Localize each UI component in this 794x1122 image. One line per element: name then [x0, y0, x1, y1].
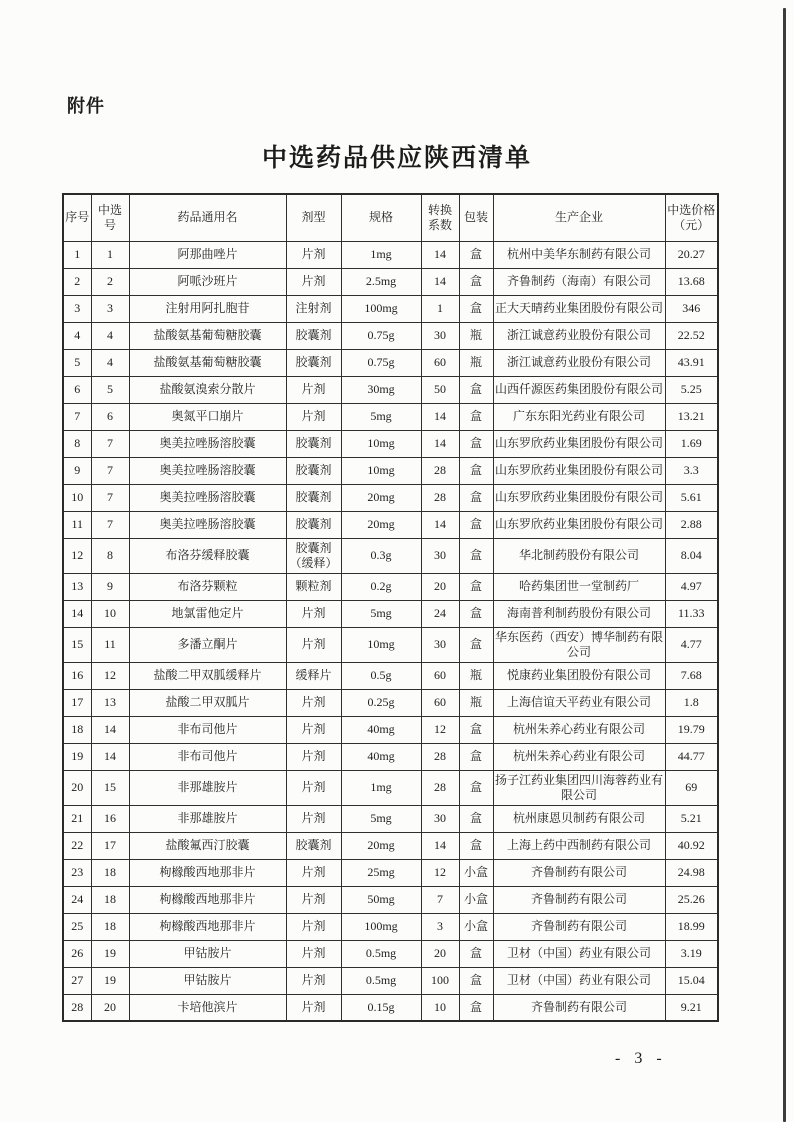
table-cell: 3.3: [665, 457, 718, 484]
table-cell: 17: [63, 689, 91, 716]
table-cell: 片剂: [286, 376, 341, 403]
table-cell: 40mg: [341, 716, 421, 743]
table-cell: 盒: [459, 743, 493, 770]
table-cell: 盒: [459, 627, 493, 662]
table-cell: 杭州康恩贝制药有限公司: [493, 805, 665, 832]
table-cell: 齐鲁制药有限公司: [493, 913, 665, 940]
table-cell: 40mg: [341, 743, 421, 770]
table-cell: 非那雄胺片: [129, 770, 286, 805]
table-cell: 华北制药股份有限公司: [493, 538, 665, 573]
table-cell: 片剂: [286, 913, 341, 940]
table-cell: 7: [91, 457, 129, 484]
table-cell: 1mg: [341, 770, 421, 805]
table-cell: 0.75g: [341, 322, 421, 349]
table-cell: 12: [63, 538, 91, 573]
table-row: [63, 430, 718, 457]
table-row: [63, 805, 718, 832]
table-cell: 片剂: [286, 716, 341, 743]
column-header: 转换系数: [421, 194, 459, 241]
table-cell: 注射用阿扎胞苷: [129, 295, 286, 322]
table-header-row: [63, 194, 718, 241]
drug-list-table: [62, 193, 719, 1022]
table-cell: 奥美拉唑肠溶胶囊: [129, 511, 286, 538]
table-cell: 346: [665, 295, 718, 322]
table-cell: 17: [91, 832, 129, 859]
table-cell: 10: [63, 484, 91, 511]
table-cell: 0.2g: [341, 573, 421, 600]
table-cell: 28: [421, 484, 459, 511]
table-cell: 瓶: [459, 689, 493, 716]
page-title: 中选药品供应陕西清单: [261, 145, 532, 172]
table-cell: 盐酸氨基葡萄糖胶囊: [129, 349, 286, 376]
table-cell: 18: [91, 886, 129, 913]
table-cell: 7: [421, 886, 459, 913]
table-cell: 23: [63, 859, 91, 886]
table-cell: 19: [63, 743, 91, 770]
table-cell: 8: [91, 538, 129, 573]
table-cell: 奥美拉唑肠溶胶囊: [129, 457, 286, 484]
table-cell: 13: [91, 689, 129, 716]
table-cell: 卡培他滨片: [129, 994, 286, 1021]
table-cell: 盒: [459, 967, 493, 994]
table-cell: 30: [421, 805, 459, 832]
table-cell: 浙江诚意药业股份有限公司: [493, 322, 665, 349]
table-cell: 多潘立酮片: [129, 627, 286, 662]
table-cell: 0.5mg: [341, 940, 421, 967]
table-cell: 4: [63, 322, 91, 349]
table-row: [63, 913, 718, 940]
table-cell: 海南普利制药股份有限公司: [493, 600, 665, 627]
table-cell: 盒: [459, 940, 493, 967]
table-cell: 20: [91, 994, 129, 1021]
table-cell: 15.04: [665, 967, 718, 994]
table-cell: 胶囊剂: [286, 484, 341, 511]
table-cell: 胶囊剂: [286, 832, 341, 859]
table-cell: 杭州朱养心药业有限公司: [493, 743, 665, 770]
table-cell: 26: [63, 940, 91, 967]
table-cell: 5mg: [341, 403, 421, 430]
table-cell: 1: [63, 241, 91, 268]
table-cell: 16: [91, 805, 129, 832]
table-row: [63, 268, 718, 295]
table-row: [63, 886, 718, 913]
table-cell: 布洛芬颗粒: [129, 573, 286, 600]
table-cell: 盒: [459, 268, 493, 295]
table-cell: 扬子江药业集团四川海蓉药业有限公司: [493, 770, 665, 805]
table-cell: 片剂: [286, 403, 341, 430]
table-cell: 24: [63, 886, 91, 913]
table-cell: 7: [91, 430, 129, 457]
table-cell: 13.21: [665, 403, 718, 430]
table-row: [63, 403, 718, 430]
table-cell: 非那雄胺片: [129, 805, 286, 832]
table-row: [63, 994, 718, 1021]
table-cell: 盒: [459, 805, 493, 832]
table-cell: 40.92: [665, 832, 718, 859]
table-row: [63, 832, 718, 859]
table-cell: 3.19: [665, 940, 718, 967]
table-cell: 甲钴胺片: [129, 940, 286, 967]
table-cell: 奥美拉唑肠溶胶囊: [129, 484, 286, 511]
table-row: [63, 241, 718, 268]
table-cell: 片剂: [286, 627, 341, 662]
table-cell: 7: [63, 403, 91, 430]
table-cell: 注射剂: [286, 295, 341, 322]
table-cell: 胶囊剂（缓释）: [286, 538, 341, 573]
table-cell: 盒: [459, 573, 493, 600]
table-cell: 上海上药中西制药有限公司: [493, 832, 665, 859]
table-cell: 盐酸氨基葡萄糖胶囊: [129, 322, 286, 349]
table-cell: 100: [421, 967, 459, 994]
table-cell: 1: [91, 241, 129, 268]
table-cell: 12: [421, 859, 459, 886]
table-cell: 缓释片: [286, 662, 341, 689]
table-cell: 齐鲁制药有限公司: [493, 994, 665, 1021]
table-row: [63, 859, 718, 886]
table-cell: 胶囊剂: [286, 511, 341, 538]
table-row: [63, 600, 718, 627]
table-cell: 山东罗欣药业集团股份有限公司: [493, 457, 665, 484]
table-cell: 悦康药业集团股份有限公司: [493, 662, 665, 689]
table-cell: 18: [91, 859, 129, 886]
table-cell: 2.5mg: [341, 268, 421, 295]
table-cell: 10: [421, 994, 459, 1021]
table-row: [63, 627, 718, 662]
table-cell: 阿那曲唑片: [129, 241, 286, 268]
column-header: 包装: [459, 194, 493, 241]
table-cell: 阿哌沙班片: [129, 268, 286, 295]
table-cell: 15: [91, 770, 129, 805]
table-cell: 19.79: [665, 716, 718, 743]
table-row: [63, 770, 718, 805]
table-row: [63, 349, 718, 376]
table-cell: 布洛芬缓释胶囊: [129, 538, 286, 573]
table-row: [63, 940, 718, 967]
table-cell: 0.15g: [341, 994, 421, 1021]
table-cell: 奥氮平口崩片: [129, 403, 286, 430]
table-cell: 地氯雷他定片: [129, 600, 286, 627]
table-cell: 12: [91, 662, 129, 689]
table-cell: 盒: [459, 241, 493, 268]
column-header: 中选号: [91, 194, 129, 241]
table-cell: 盒: [459, 430, 493, 457]
table-cell: 15: [63, 627, 91, 662]
table-cell: 21: [63, 805, 91, 832]
table-cell: 0.3g: [341, 538, 421, 573]
table-cell: 28: [63, 994, 91, 1021]
table-cell: 胶囊剂: [286, 322, 341, 349]
table-cell: 11.33: [665, 600, 718, 627]
table-cell: 0.25g: [341, 689, 421, 716]
table-cell: 14: [91, 743, 129, 770]
column-header: 序号: [63, 194, 91, 241]
table-cell: 盒: [459, 511, 493, 538]
table-cell: 28: [421, 457, 459, 484]
table-cell: 0.5mg: [341, 967, 421, 994]
table-cell: 盒: [459, 376, 493, 403]
table-cell: 盒: [459, 484, 493, 511]
table-cell: 瓶: [459, 349, 493, 376]
table-cell: 5.21: [665, 805, 718, 832]
table-cell: 片剂: [286, 770, 341, 805]
table-cell: 正大天晴药业集团股份有限公司: [493, 295, 665, 322]
table-cell: 7.68: [665, 662, 718, 689]
table-row: [63, 457, 718, 484]
table-cell: 山东罗欣药业集团股份有限公司: [493, 484, 665, 511]
table-cell: 60: [421, 662, 459, 689]
table-cell: 3: [421, 913, 459, 940]
table-cell: 盒: [459, 770, 493, 805]
table-cell: 非布司他片: [129, 716, 286, 743]
table-cell: 100mg: [341, 913, 421, 940]
column-header: 中选价格（元）: [665, 194, 718, 241]
table-cell: 6: [63, 376, 91, 403]
table-cell: 杭州朱养心药业有限公司: [493, 716, 665, 743]
table-cell: 小盒: [459, 913, 493, 940]
table-cell: 片剂: [286, 967, 341, 994]
table-cell: 华东医药（西安）博华制药有限公司: [493, 627, 665, 662]
table-cell: 上海信谊天平药业有限公司: [493, 689, 665, 716]
table-cell: 盐酸氨溴索分散片: [129, 376, 286, 403]
table-cell: 14: [91, 716, 129, 743]
table-cell: 9.21: [665, 994, 718, 1021]
table-cell: 胶囊剂: [286, 349, 341, 376]
table-cell: 9: [91, 573, 129, 600]
table-cell: 盒: [459, 403, 493, 430]
table-row: [63, 573, 718, 600]
table-cell: 非布司他片: [129, 743, 286, 770]
table-cell: 2: [63, 268, 91, 295]
table-cell: 盒: [459, 994, 493, 1021]
table-cell: 盐酸氟西汀胶囊: [129, 832, 286, 859]
table-cell: 18.99: [665, 913, 718, 940]
table-cell: 18: [63, 716, 91, 743]
table-cell: 9: [63, 457, 91, 484]
table-cell: 2.88: [665, 511, 718, 538]
table-cell: 杭州中美华东制药有限公司: [493, 241, 665, 268]
table-cell: 3: [63, 295, 91, 322]
table-cell: 盒: [459, 716, 493, 743]
table-cell: 1: [421, 295, 459, 322]
table-row: [63, 743, 718, 770]
table-cell: 12: [421, 716, 459, 743]
table-cell: 枸橼酸西地那非片: [129, 886, 286, 913]
attachment-label: 附件: [67, 96, 105, 116]
table-cell: 盐酸二甲双胍缓释片: [129, 662, 286, 689]
table-cell: 7: [91, 511, 129, 538]
table-cell: 11: [91, 627, 129, 662]
table-cell: 16: [63, 662, 91, 689]
table-cell: 4.77: [665, 627, 718, 662]
table-cell: 卫材（中国）药业有限公司: [493, 967, 665, 994]
table-cell: 片剂: [286, 805, 341, 832]
table-cell: 20: [421, 940, 459, 967]
table-cell: 7: [91, 484, 129, 511]
table-row: [63, 538, 718, 573]
table-cell: 14: [421, 832, 459, 859]
table-cell: 盒: [459, 600, 493, 627]
table-cell: 盒: [459, 832, 493, 859]
table-cell: 枸橼酸西地那非片: [129, 913, 286, 940]
table-cell: 22: [63, 832, 91, 859]
table-cell: 25mg: [341, 859, 421, 886]
table-cell: 27: [63, 967, 91, 994]
table-cell: 44.77: [665, 743, 718, 770]
table-cell: 盒: [459, 295, 493, 322]
table-cell: 片剂: [286, 994, 341, 1021]
table-cell: 5mg: [341, 805, 421, 832]
table-cell: 24.98: [665, 859, 718, 886]
column-header: 规格: [341, 194, 421, 241]
table-cell: 14: [421, 511, 459, 538]
header-row: [63, 194, 718, 241]
table-row: [63, 511, 718, 538]
table-cell: 24: [421, 600, 459, 627]
table-cell: 1mg: [341, 241, 421, 268]
table-cell: 19: [91, 940, 129, 967]
table-row: [63, 322, 718, 349]
table-cell: 广东东阳光药业有限公司: [493, 403, 665, 430]
table-cell: 10mg: [341, 457, 421, 484]
table-cell: 50mg: [341, 886, 421, 913]
table-cell: 4: [91, 322, 129, 349]
table-cell: 5mg: [341, 600, 421, 627]
table-cell: 20: [63, 770, 91, 805]
table-row: [63, 295, 718, 322]
table-cell: 30: [421, 322, 459, 349]
table-cell: 8.04: [665, 538, 718, 573]
table-cell: 片剂: [286, 241, 341, 268]
table-cell: 胶囊剂: [286, 457, 341, 484]
table-cell: 瓶: [459, 322, 493, 349]
table-cell: 0.5g: [341, 662, 421, 689]
table-cell: 60: [421, 689, 459, 716]
table-cell: 20.27: [665, 241, 718, 268]
table-cell: 小盒: [459, 859, 493, 886]
table-cell: 4: [91, 349, 129, 376]
table-cell: 20mg: [341, 484, 421, 511]
table-cell: 20: [421, 573, 459, 600]
table-cell: 奥美拉唑肠溶胶囊: [129, 430, 286, 457]
table-cell: 1.8: [665, 689, 718, 716]
table-cell: 山东罗欣药业集团股份有限公司: [493, 430, 665, 457]
table-cell: 18: [91, 913, 129, 940]
table-cell: 22.52: [665, 322, 718, 349]
table-cell: 13: [63, 573, 91, 600]
table-cell: 盒: [459, 457, 493, 484]
table-cell: 山东罗欣药业集团股份有限公司: [493, 511, 665, 538]
table-cell: 30: [421, 538, 459, 573]
table-cell: 片剂: [286, 268, 341, 295]
table-cell: 30: [421, 627, 459, 662]
table-cell: 5.25: [665, 376, 718, 403]
table-cell: 盐酸二甲双胍片: [129, 689, 286, 716]
table-cell: 6: [91, 403, 129, 430]
table-cell: 片剂: [286, 940, 341, 967]
table-row: [63, 376, 718, 403]
table-cell: 19: [91, 967, 129, 994]
table-cell: 14: [63, 600, 91, 627]
table-cell: 5: [63, 349, 91, 376]
table-cell: 28: [421, 770, 459, 805]
table-row: [63, 689, 718, 716]
table-row: [63, 662, 718, 689]
table-cell: 2: [91, 268, 129, 295]
table-cell: 1.69: [665, 430, 718, 457]
table-cell: 69: [665, 770, 718, 805]
table-cell: 28: [421, 743, 459, 770]
table-cell: 11: [63, 511, 91, 538]
table-cell: 14: [421, 268, 459, 295]
table-cell: 枸橼酸西地那非片: [129, 859, 286, 886]
table-cell: 齐鲁制药（海南）有限公司: [493, 268, 665, 295]
table-cell: 5: [91, 376, 129, 403]
table-cell: 颗粒剂: [286, 573, 341, 600]
table-cell: 14: [421, 430, 459, 457]
table-cell: 3: [91, 295, 129, 322]
table-cell: 盒: [459, 538, 493, 573]
table-cell: 4.97: [665, 573, 718, 600]
scan-edge-line: [783, 8, 786, 1122]
table-cell: 0.75g: [341, 349, 421, 376]
table-cell: 20mg: [341, 832, 421, 859]
table-cell: 25.26: [665, 886, 718, 913]
table-cell: 小盒: [459, 886, 493, 913]
table-row: [63, 967, 718, 994]
table-cell: 14: [421, 241, 459, 268]
table-cell: 43.91: [665, 349, 718, 376]
table-cell: 卫材（中国）药业有限公司: [493, 940, 665, 967]
table-cell: 胶囊剂: [286, 430, 341, 457]
table-cell: 浙江诚意药业股份有限公司: [493, 349, 665, 376]
table-cell: 20mg: [341, 511, 421, 538]
table-body: [63, 241, 718, 1021]
column-header: 生产企业: [493, 194, 665, 241]
table-cell: 片剂: [286, 859, 341, 886]
table-cell: 齐鲁制药有限公司: [493, 886, 665, 913]
table-cell: 片剂: [286, 689, 341, 716]
table-cell: 30mg: [341, 376, 421, 403]
table-row: [63, 716, 718, 743]
table-cell: 片剂: [286, 743, 341, 770]
table-cell: 60: [421, 349, 459, 376]
table-cell: 10: [91, 600, 129, 627]
table-cell: 哈药集团世一堂制药厂: [493, 573, 665, 600]
table-cell: 10mg: [341, 430, 421, 457]
table-cell: 片剂: [286, 886, 341, 913]
page-number: - 3 -: [615, 1050, 667, 1067]
table-cell: 25: [63, 913, 91, 940]
table-cell: 50: [421, 376, 459, 403]
table-cell: 甲钴胺片: [129, 967, 286, 994]
table-cell: 14: [421, 403, 459, 430]
table-row: [63, 484, 718, 511]
column-header: 剂型: [286, 194, 341, 241]
table-cell: 13.68: [665, 268, 718, 295]
table-cell: 片剂: [286, 600, 341, 627]
table-cell: 齐鲁制药有限公司: [493, 859, 665, 886]
table-cell: 山西仟源医药集团股份有限公司: [493, 376, 665, 403]
table-cell: 8: [63, 430, 91, 457]
table-cell: 瓶: [459, 662, 493, 689]
table-cell: 100mg: [341, 295, 421, 322]
table-cell: 10mg: [341, 627, 421, 662]
column-header: 药品通用名: [129, 194, 286, 241]
table-cell: 5.61: [665, 484, 718, 511]
